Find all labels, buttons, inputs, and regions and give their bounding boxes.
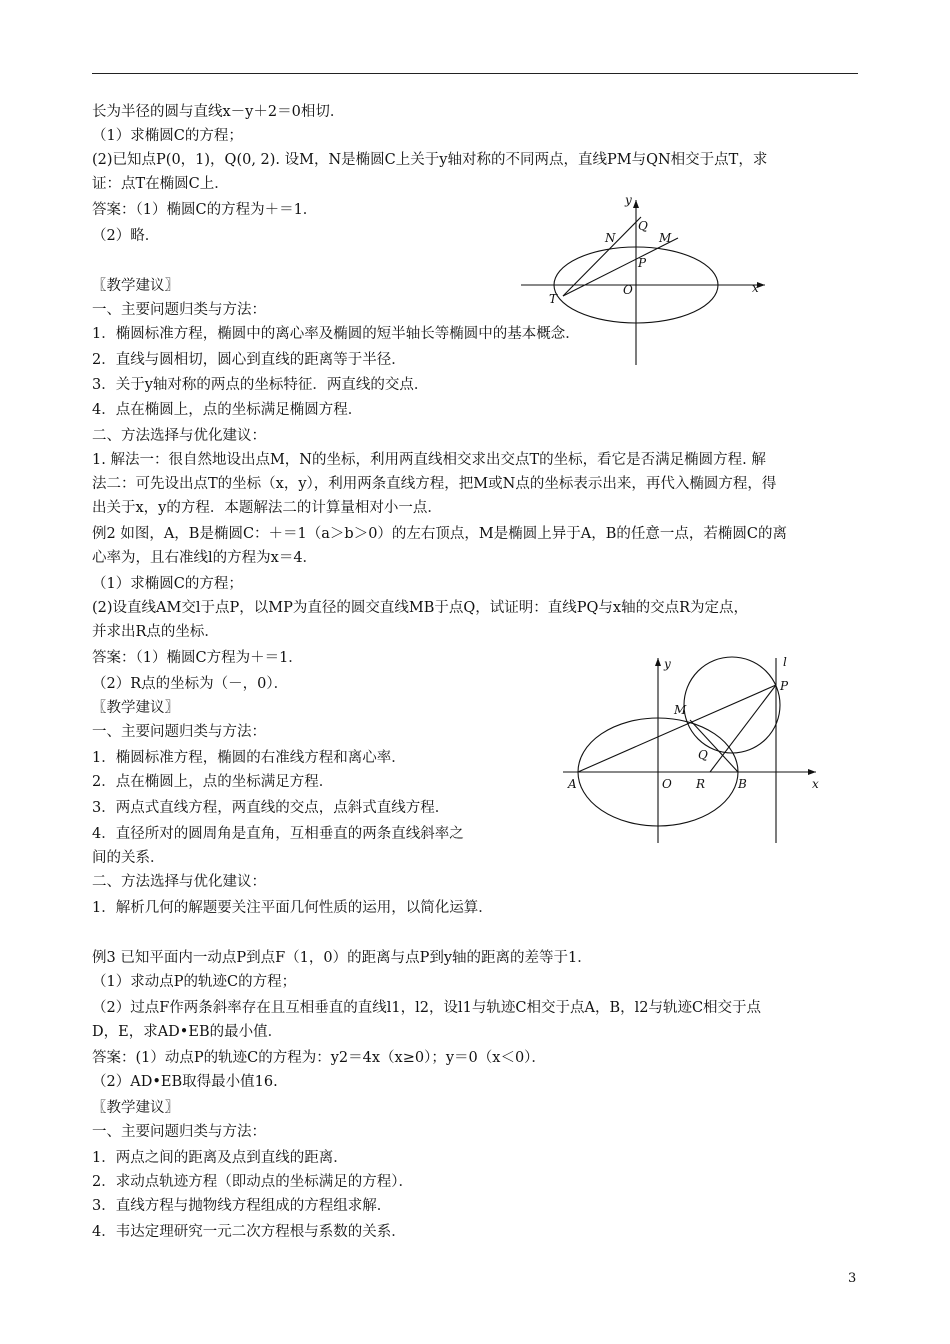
text-line: （2）AD•EB取得最小值16. xyxy=(92,1074,278,1090)
label-l: l xyxy=(783,655,787,669)
text-line: (2)设直线AM交l于点P，以MP为直径的圆交直线MB于点Q，试证明：直线PQ与x轴的交点R为定点， xyxy=(92,600,748,616)
label-p: P xyxy=(780,679,789,693)
label-p: P xyxy=(638,256,647,270)
text-line: 1．椭圆标准方程，椭圆中的离心率及椭圆的短半轴长等椭圆中的基本概念． xyxy=(92,326,580,342)
text-line: （2）过点F作两条斜率存在且互相垂直的直线l1，l2，设l1与轨迹C相交于点A，B，l2与轨迹C相交于点 xyxy=(92,1000,762,1016)
text-line: 法二：可先设出点T的坐标（x，y），利用两条直线方程，把M或N点的坐标表示出来，再代入椭圆方程，得 xyxy=(92,476,777,492)
text-line: 1. 解法一：很自然地设出点M，N的坐标，利用两直线相交求出交点T的坐标，看它是否满足椭圆方程. 解 xyxy=(92,452,766,468)
ellipse-figure-2 xyxy=(558,648,828,848)
text-line: 一、主要问题归类与方法： xyxy=(92,302,266,318)
label-a: A xyxy=(568,777,577,791)
text-line: D，E，求AD•EB的最小值． xyxy=(92,1024,283,1040)
text-line: 答案：（1）椭圆C方程为＋＝1． xyxy=(92,650,303,666)
text-line: 出关于x，y的方程．本题解法二的计算量相对小一点． xyxy=(92,500,442,516)
label-m: M xyxy=(659,231,672,245)
section-heading: 〖教学建议〗 xyxy=(92,278,179,294)
label-r: R xyxy=(696,777,706,791)
ellipse-figure-1 xyxy=(515,190,775,370)
text-line: 2．直线与圆相切，圆心到直线的距离等于半径． xyxy=(92,352,406,368)
text-line: 一、主要问题归类与方法： xyxy=(92,1124,266,1140)
text-line: （2）R点的坐标为（－，0）． xyxy=(92,676,289,692)
text-line: 3．两点式直线方程，两直线的交点，点斜式直线方程． xyxy=(92,800,450,816)
label-o: O xyxy=(662,777,672,791)
section-heading: 〖教学建议〗 xyxy=(92,1100,179,1116)
line-tm xyxy=(563,238,678,296)
label-b: B xyxy=(738,777,747,791)
text-line: 3．直线方程与抛物线方程组成的方程组求解． xyxy=(92,1198,392,1214)
label-x: x xyxy=(752,281,759,295)
line-pr xyxy=(710,685,776,772)
text-line: 答案：（1）椭圆C的方程为＋＝1． xyxy=(92,202,318,218)
header-rule xyxy=(92,73,858,74)
text-line: 一、主要问题归类与方法： xyxy=(92,724,266,740)
label-x: x xyxy=(812,777,819,791)
line-ap xyxy=(578,685,776,772)
text-line: 4．点在椭圆上，点的坐标满足椭圆方程． xyxy=(92,402,363,418)
label-q: Q xyxy=(698,748,708,762)
text-line: （1）求椭圆C的方程； xyxy=(92,128,243,144)
section-heading: 〖教学建议〗 xyxy=(92,700,179,716)
text-line: 例3 已知平面内一动点P到点F（1，0）的距离与点P到y轴的距离的差等于1． xyxy=(92,950,592,966)
text-line: 答案：(1）动点P的轨迹C的方程为：y2＝4x（x≥0）；y＝0（x＜0）． xyxy=(92,1050,546,1066)
label-o: O xyxy=(623,283,633,297)
label-y: y xyxy=(625,193,632,207)
page-number: 3 xyxy=(848,1271,857,1286)
text-line: (2)已知点P(0，1)，Q(0, 2). 设M，N是椭圆C上关于y轴对称的不同两点，直线PM与QN相交于点T，求 xyxy=(92,152,768,168)
text-line: 间的关系． xyxy=(92,850,165,866)
text-line: 2．求动点轨迹方程（即动点的坐标满足的方程）． xyxy=(92,1174,413,1190)
text-line: （1）求动点P的轨迹C的方程； xyxy=(92,974,297,990)
text-line: 二、方法选择与优化建议： xyxy=(92,428,266,444)
text-line: 2．点在椭圆上，点的坐标满足方程． xyxy=(92,774,334,790)
text-line: 例2 如图，A，B是椭圆C：＋＝1（a＞b＞0）的左右顶点，M是椭圆上异于A，B的任意一点，若椭圆C的离 xyxy=(92,526,787,542)
text-line: 4．直径所对的圆周角是直角，互相垂直的两条直线斜率之 xyxy=(92,826,464,842)
text-line: 1．椭圆标准方程，椭圆的右准线方程和离心率． xyxy=(92,750,406,766)
text-line: 并求出R点的坐标． xyxy=(92,624,219,640)
label-m: M xyxy=(674,703,687,717)
label-n: N xyxy=(605,231,616,245)
text-line: 1．解析几何的解题要关注平面几何性质的运用，以简化运算． xyxy=(92,900,493,916)
label-t: T xyxy=(549,292,558,306)
label-y: y xyxy=(664,657,671,671)
text-line: 二、方法选择与优化建议： xyxy=(92,874,266,890)
text-line: 证：点T在椭圆C上． xyxy=(92,176,229,192)
text-line: 4．韦达定理研究一元二次方程根与系数的关系． xyxy=(92,1224,406,1240)
y-arrow-icon xyxy=(655,658,661,666)
text-line: 心率为，且右准线l的方程为x＝4． xyxy=(92,550,318,566)
x-arrow-icon xyxy=(808,769,816,775)
label-q: Q xyxy=(638,219,648,233)
text-line: 长为半径的圆与直线x－y＋2＝0相切． xyxy=(92,104,345,120)
text-line: 1．两点之间的距离及点到直线的距离． xyxy=(92,1150,348,1166)
line-mb xyxy=(690,720,738,772)
circle-mp xyxy=(684,657,780,753)
text-line: （1）求椭圆C的方程； xyxy=(92,576,243,592)
y-arrow-icon xyxy=(633,200,639,208)
text-line: （2）略． xyxy=(92,228,160,244)
text-line: 3．关于y轴对称的两点的坐标特征．两直线的交点． xyxy=(92,377,429,393)
